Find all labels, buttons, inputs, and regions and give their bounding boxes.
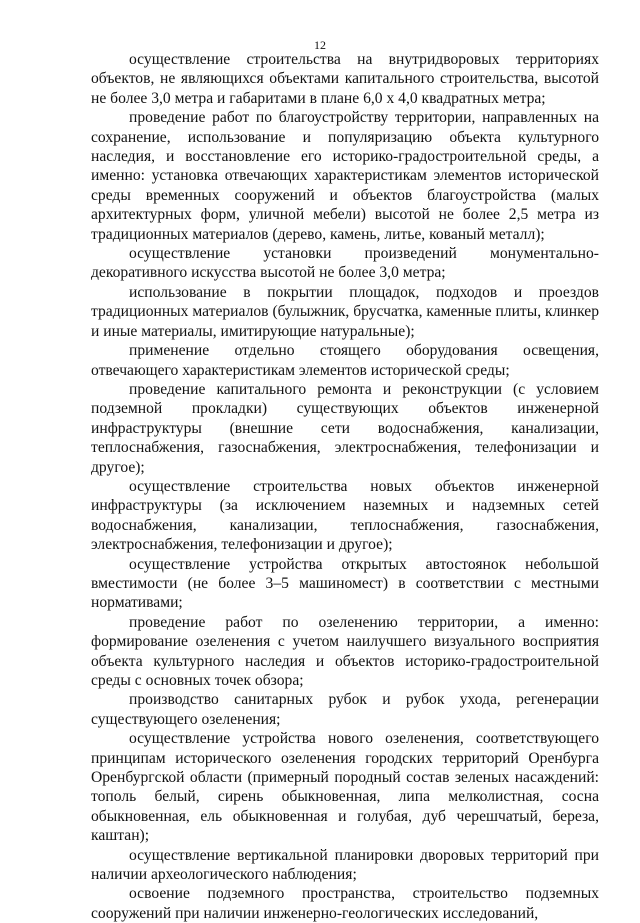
document-body xyxy=(91,50,599,923)
paragraph: осуществление установки произведений монументально-декоративного искусства высотой не более 3,0 метра; xyxy=(91,245,599,282)
page-number: 12 xyxy=(314,38,326,52)
paragraph: осуществление устройства открытых автостоянок небольшой вместимости (не более 3–5 машиномест) в соответствии с местными нормативами; xyxy=(91,555,599,612)
paragraph: использование в покрытии площадок, подходов и проездов традиционных материалов (булыжник, брусчатка, каменные плиты, клинкер и иные материалы, имитирующие натуральные); xyxy=(91,283,599,340)
paragraph: осуществление вертикальной планировки дворовых территорий при наличии археологического наблюдения; xyxy=(91,846,599,884)
paragraph: проведение капитального ремонта и реконструкции (с условием подземной прокладки) существующих объектов инженерной инфраструктуры (внешние сети водоснабжения, канализации, теплоснабжения, газоснабжения, электроснабжения, телефонизации и другое); xyxy=(91,380,599,476)
paragraph: осуществление устройства нового озеленения, соответствующего принципам исторического озеленения городских территорий Оренбурга Оренбургской области (примерный породный состав зеленых насаждений: тополь белый, сирень обыкновенная, липа мелколистная, сосна обыкновенная, ель обыкновенная и голубая, дуб черешчатый, береза, каштан); xyxy=(91,730,599,845)
paragraph: проведение работ по благоустройству территории, направленных на сохранение, использование и популяризацию объекта культурного наследия, и восстановление его историко-градостроительной среды, а именно: установка отвечающих характеристикам элементов исторической среды временных сооружений и объектов благоустройства (малых архитектурных форм, уличной мебели) высотой не более 2,5 метра из традиционных материалов (дерево, камень, литье, кованый металл); xyxy=(91,109,599,243)
paragraph: производство санитарных рубок и рубок ухода, регенерации существующего озеленения; xyxy=(91,691,599,728)
paragraph: применение отдельно стоящего оборудования освещения, отвечающего характеристикам элементов исторической среды; xyxy=(91,342,599,379)
paragraph: осуществление строительства на внутридворовых территориях объектов, не являющихся объектами капитального строительства, высотой не более 3,0 метра и габаритами в плане 6,0 х 4,0 квадратных метра; xyxy=(91,51,599,107)
paragraph: проведение работ по озеленению территории, а именно: формирование озеленения с учетом наилучшего визуального восприятия объекта культурного наследия и объектов историко-градостроительной среды с основных точек обзора; xyxy=(91,613,599,689)
paragraph: осуществление строительства новых объектов инженерной инфраструктуры (за исключением наземных и надземных сетей водоснабжения, канализации, теплоснабжения, газоснабжения, электроснабжения, телефонизации и другое); xyxy=(91,477,599,554)
paragraph: освоение подземного пространства, строительство подземных сооружений при наличии инженерно-геологических исследований, xyxy=(91,885,599,922)
